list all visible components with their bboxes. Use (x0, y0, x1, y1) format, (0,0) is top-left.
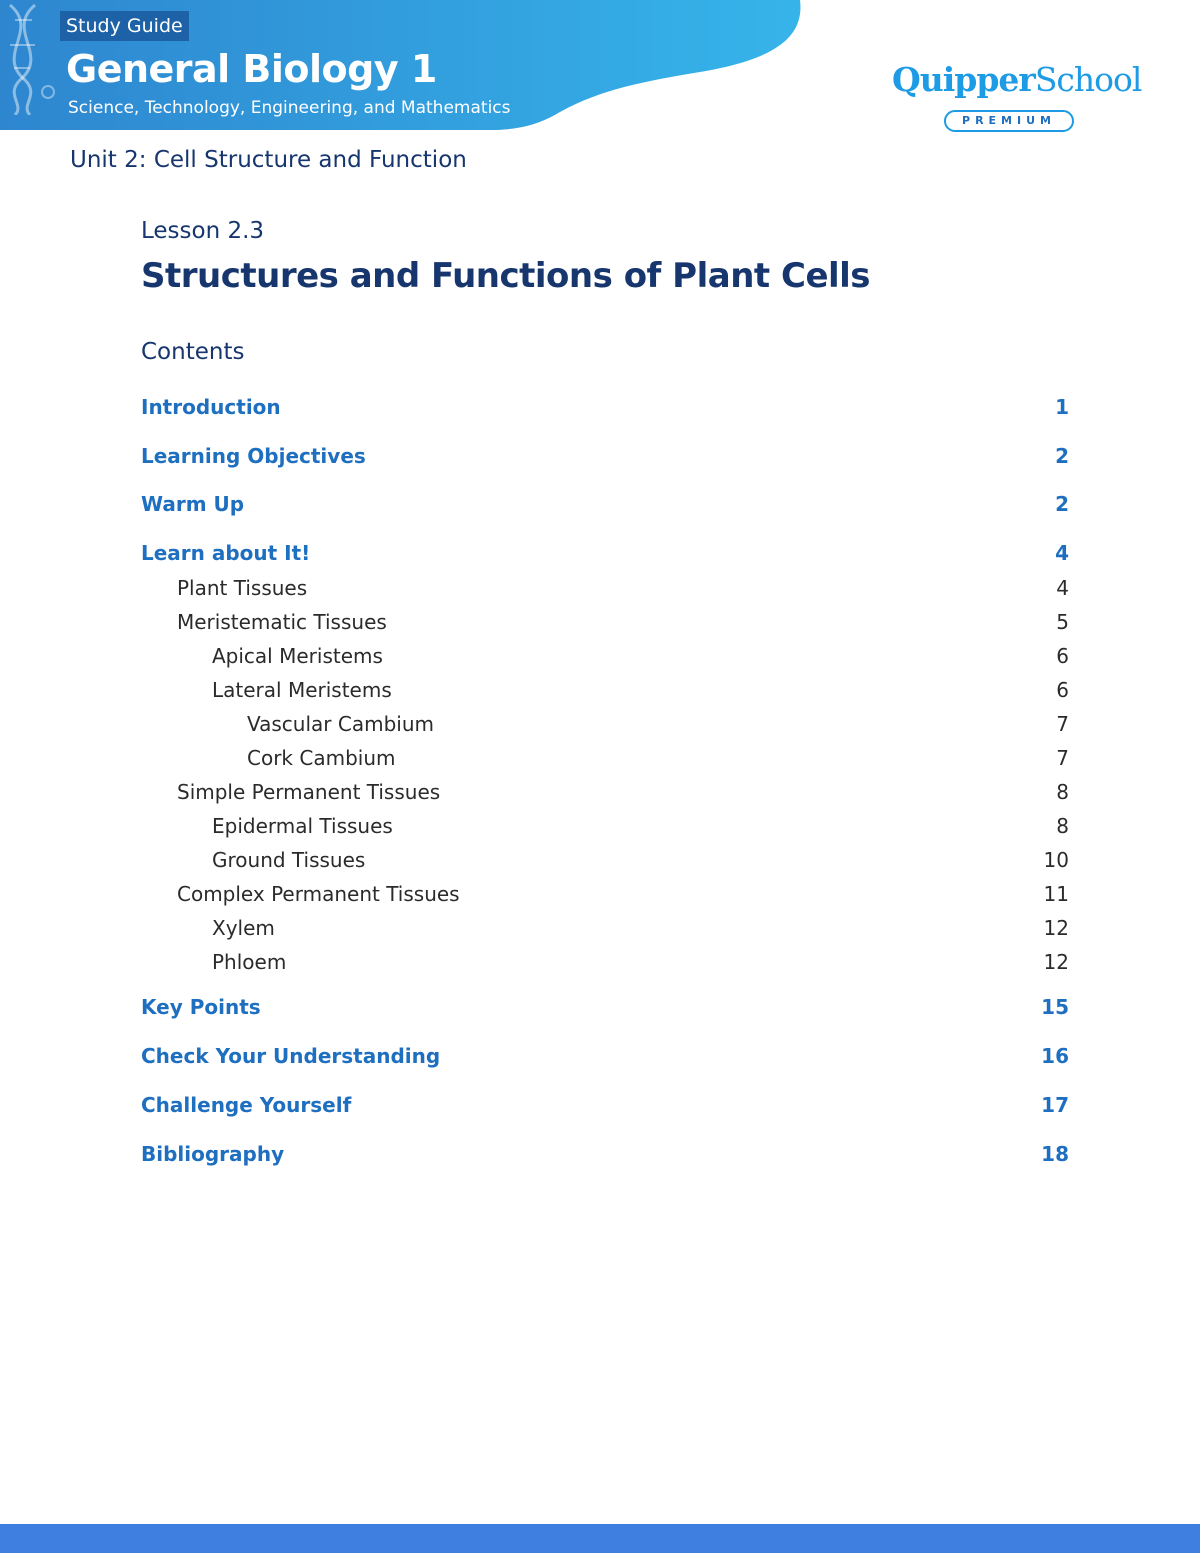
premium-badge: PREMIUM (944, 110, 1074, 132)
toc-entry-label: Vascular Cambium (247, 712, 434, 736)
toc-page-number: 15 (1041, 995, 1069, 1019)
toc-subsection-link[interactable] (141, 573, 1069, 603)
toc-page-number: 12 (1043, 916, 1069, 940)
toc-page-number: 16 (1041, 1044, 1069, 1068)
toc-subsection-link[interactable] (141, 913, 1069, 943)
toc-page-number: 4 (1055, 541, 1069, 565)
toc-page-number: 10 (1043, 848, 1069, 872)
toc-page-number: 4 (1056, 576, 1069, 600)
logo-part-quipper: Quipper (892, 60, 1035, 99)
toc-section-link[interactable] (141, 538, 1069, 568)
toc-page-number: 6 (1056, 644, 1069, 668)
toc-section-link[interactable] (141, 992, 1069, 1022)
contents-heading: Contents (141, 339, 245, 365)
toc-section-link[interactable] (141, 441, 1069, 471)
toc-subsection-link[interactable] (141, 675, 1069, 705)
toc-entry-label: Learning Objectives (141, 444, 366, 468)
toc-entry-label: Learn about It! (141, 541, 311, 565)
toc-section-link[interactable] (141, 489, 1069, 519)
toc-entry-label: Apical Meristems (212, 644, 383, 668)
toc-entry-label: Introduction (141, 395, 281, 419)
toc-entry-label: Cork Cambium (247, 746, 396, 770)
course-subtitle: Science, Technology, Engineering, and Mathematics (68, 98, 511, 118)
toc-page-number: 5 (1056, 610, 1069, 634)
lesson-number: Lesson 2.3 (141, 218, 265, 244)
header-banner (0, 0, 820, 132)
logo-wordmark (892, 60, 1141, 100)
toc-section-link[interactable] (141, 1090, 1069, 1120)
toc-page-number: 18 (1041, 1142, 1069, 1166)
dna-icon (0, 0, 60, 115)
toc-subsection-link[interactable] (141, 811, 1069, 841)
toc-entry-label: Check Your Understanding (141, 1044, 441, 1068)
toc-page-number: 2 (1055, 492, 1069, 516)
study-guide-badge: Study Guide (60, 11, 189, 41)
toc-subsection-link[interactable] (141, 743, 1069, 773)
toc-entry-label: Epidermal Tissues (212, 814, 393, 838)
toc-entry-label: Ground Tissues (212, 848, 366, 872)
toc-page-number: 2 (1055, 444, 1069, 468)
toc-entry-label: Plant Tissues (177, 576, 308, 600)
toc-page-number: 6 (1056, 678, 1069, 702)
logo-part-school: School (1034, 60, 1142, 99)
toc-subsection-link[interactable] (141, 641, 1069, 671)
toc-entry-label: Simple Permanent Tissues (177, 780, 441, 804)
toc-section-link[interactable] (141, 1041, 1069, 1071)
toc-page-number: 8 (1056, 814, 1069, 838)
toc-section-link[interactable] (141, 1139, 1069, 1169)
toc-entry-label: Xylem (212, 916, 275, 940)
toc-entry-label: Key Points (141, 995, 261, 1019)
toc-subsection-link[interactable] (141, 947, 1069, 977)
toc-page-number: 11 (1043, 882, 1069, 906)
toc-section-link[interactable] (141, 392, 1069, 422)
toc-subsection-link[interactable] (141, 845, 1069, 875)
toc-entry-label: Challenge Yourself (141, 1093, 352, 1117)
toc-entry-label: Lateral Meristems (212, 678, 392, 702)
quipper-school-logo (892, 60, 1142, 134)
toc-subsection-link[interactable] (141, 777, 1069, 807)
toc-page-number: 1 (1055, 395, 1069, 419)
toc-entry-label: Complex Permanent Tissues (177, 882, 460, 906)
lesson-title: Structures and Functions of Plant Cells (141, 256, 871, 296)
course-title: General Biology 1 (66, 47, 437, 91)
footer-bar (0, 1524, 1200, 1553)
toc-entry-label: Warm Up (141, 492, 245, 516)
toc-page-number: 17 (1041, 1093, 1069, 1117)
toc-entry-label: Meristematic Tissues (177, 610, 387, 634)
toc-page-number: 7 (1056, 746, 1069, 770)
toc-subsection-link[interactable] (141, 879, 1069, 909)
toc-page-number: 7 (1056, 712, 1069, 736)
toc-page-number: 12 (1043, 950, 1069, 974)
toc-entry-label: Bibliography (141, 1142, 285, 1166)
toc-entry-label: Phloem (212, 950, 287, 974)
unit-title: Unit 2: Cell Structure and Function (70, 147, 467, 173)
toc-subsection-link[interactable] (141, 607, 1069, 637)
toc-page-number: 8 (1056, 780, 1069, 804)
toc-subsection-link[interactable] (141, 709, 1069, 739)
